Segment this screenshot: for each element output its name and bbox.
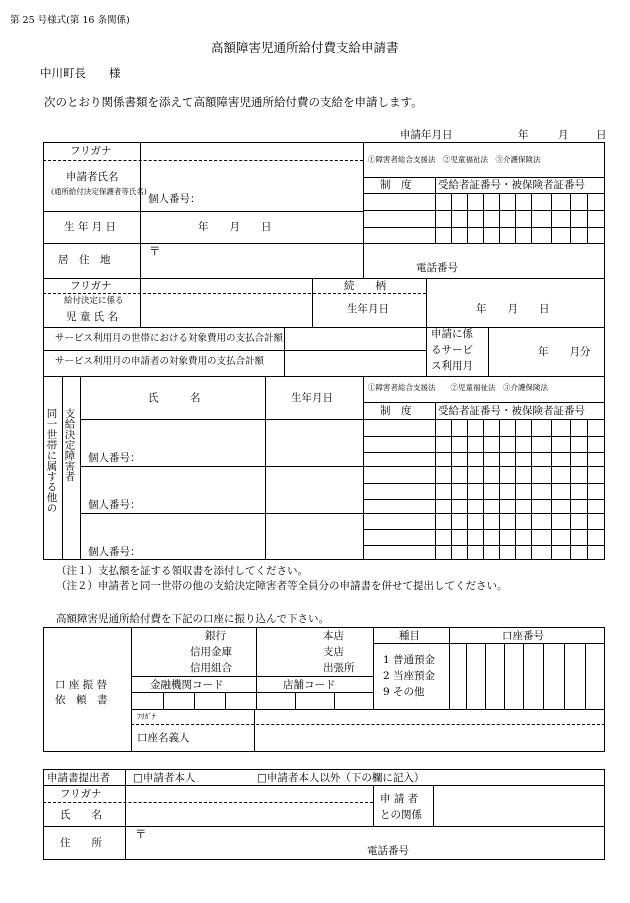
service-month-value: 年 月分 [538, 346, 591, 358]
submitter-postal-mark: 〒 [135, 827, 147, 841]
applicant-personal-number-label: 個人番号： [148, 193, 201, 205]
intro-text: 次のとおり関係書類を添えて高額障害児通所給付費の支給を申請します。 [44, 95, 423, 109]
account-type-1: 1 普通預金 [383, 654, 436, 666]
account-type-header: 種目 [399, 630, 420, 642]
submitter-furigana-label: フリガナ [60, 788, 102, 800]
branch-type-3: 出張所 [323, 662, 355, 674]
form-number: 第 25 号様式(第 16 条関係) [10, 15, 130, 26]
applicant-name-note: (通所給付決定保護者等氏名) [51, 187, 147, 196]
submitter-relation-label-1: 申 請 者 [380, 793, 419, 805]
main-form [43, 142, 605, 560]
household-personal-number-3: 個人番号： [88, 546, 141, 558]
bank-request-label-1: 口 座 振 替 [55, 679, 108, 691]
household-total-label: サービス利用月の世帯における対象費用の支払合計額 [55, 333, 284, 344]
household-birth-header: 生年月日 [291, 392, 333, 404]
household-name-header: 氏 名 [148, 392, 201, 404]
service-month-label-2: るサービ [431, 344, 473, 356]
date-day: 日 [596, 129, 607, 141]
addressee: 中川町長 様 [40, 66, 121, 80]
page-title: 高額障害児通所給付費支給申請書 [211, 40, 399, 55]
date-year: 年 [518, 129, 529, 141]
applicant-cert-number-label: 受給者証番号・被保険者証番号 [438, 179, 585, 191]
household-system-label: 制 度 [380, 405, 412, 417]
bank-request-label-2: 依 頼 書 [55, 694, 108, 706]
submitter-option-other[interactable]: □申請者本人以外（下の欄に記入） [257, 772, 425, 784]
household-personal-number-1: 個人番号： [88, 452, 141, 464]
household-cert-number-label: 受給者証番号・被保険者証番号 [438, 405, 585, 417]
branch-type-2: 支店 [323, 646, 344, 658]
bank-code-label: 金融機関コード [150, 679, 224, 691]
application-date-label: 申請年月日 [400, 129, 453, 141]
household-side-label-2: 支給決定障害者 [63, 408, 76, 482]
relation-label: 続 柄 [344, 280, 386, 292]
submitter-label: 申請書提出者 [47, 772, 110, 784]
account-holder-kana-label: ﾌﾘｶﾞﾅ [137, 712, 156, 721]
account-type-3: 9 その他 [383, 686, 425, 698]
applicant-total-label: サービス利用月の申請者の対象費用の支払合計額 [55, 356, 265, 367]
branch-type-1: 本店 [323, 630, 344, 642]
date-month: 月 [558, 129, 569, 141]
service-month-label-1: 申請に係 [431, 328, 473, 340]
child-furigana-label: フリガナ [70, 280, 112, 292]
applicant-furigana-label: フリガナ [70, 145, 112, 157]
account-holder-label: 口座名義人 [137, 732, 190, 744]
submitter-address-label: 住 所 [60, 837, 102, 849]
address-label: 居 住 地 [58, 254, 111, 266]
bank-intro: 高額障害児通所給付費を下記の口座に振り込んで下さい。 [56, 613, 329, 625]
applicant-name-label: 申請者氏名 [66, 171, 119, 183]
child-birth-label: 生年月日 [347, 303, 389, 315]
child-name-label-1: 給付決定に係る [64, 296, 124, 306]
note-2: （注２）申請者と同一世帯の他の支給決定障害者等全員分の申請書を併せて提出してください。 [56, 580, 508, 592]
phone-label: 電話番号 [416, 262, 458, 274]
household-personal-number-2: 個人番号： [88, 499, 141, 511]
bank-type-3: 信用組合 [190, 662, 232, 674]
submitter-name-label: 氏 名 [60, 809, 102, 821]
applicant-birth-label: 生 年 月 日 [64, 221, 117, 233]
child-birth-ymd: 年 月 日 [476, 303, 550, 315]
applicant-system-options: ①障害者総合支援法 ②児童福祉法 ③介護保険法 [368, 155, 541, 164]
note-1: （注１）支払額を証する領収書を添付してください。 [56, 565, 308, 577]
household-system-options: ①障害者総合支援法 ②児童福祉法 ③介護保険法 [368, 383, 548, 392]
account-type-2: 2 当座預金 [383, 670, 436, 682]
bank-type-1: 銀行 [205, 630, 226, 642]
service-month-label-3: ス利用月 [431, 360, 473, 372]
submitter-option-self[interactable]: □申請者本人 [133, 772, 196, 784]
submitter-phone-label: 電話番号 [367, 845, 409, 857]
child-name-label-2: 児 童 氏 名 [66, 311, 119, 323]
applicant-system-label: 制 度 [380, 179, 412, 191]
account-number-header: 口座番号 [502, 630, 544, 642]
submitter-relation-label-2: との関係 [380, 809, 422, 821]
postal-mark: 〒 [149, 244, 161, 258]
household-side-label-1: 同一世帯に属する他の [45, 408, 58, 513]
bank-type-2: 信用金庫 [190, 646, 232, 658]
applicant-birth-ymd: 年 月 日 [198, 221, 272, 233]
branch-code-label: 店舗コード [283, 679, 336, 691]
